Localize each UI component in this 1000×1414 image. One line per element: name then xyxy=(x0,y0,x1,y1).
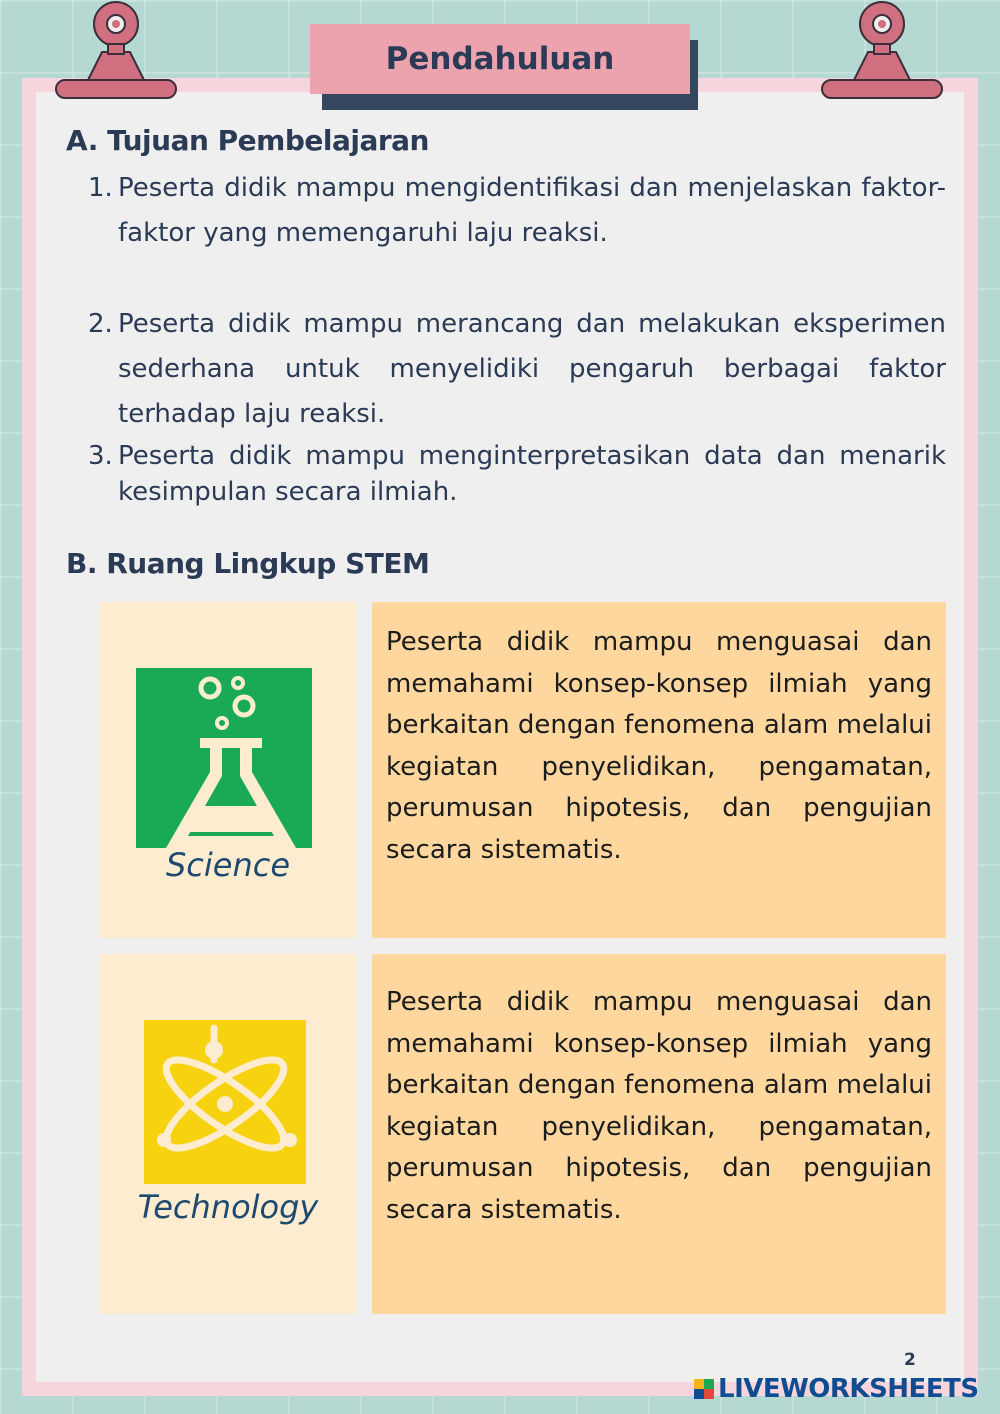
goal-number: 1. xyxy=(88,173,113,203)
science-label: Science xyxy=(165,846,291,884)
goal-item-3 xyxy=(88,438,946,510)
binder-clip-right-icon xyxy=(818,0,946,102)
technology-label: Technology xyxy=(137,1188,319,1226)
goal-text: Peserta didik mampu menginterpretasikan data dan menarik kesimpulan secara ilmiah. xyxy=(118,441,946,507)
science-description: Peserta didik mampu menguasai dan memahami konsep-konsep ilmiah yang berkaitan dengan fenomena alam melalui kegiatan penyelidikan, pengamatan, perumusan hipotesis, dan pengujian secara sistematis. xyxy=(372,602,946,938)
goal-item-2 xyxy=(88,302,946,437)
goal-item-1 xyxy=(88,166,946,256)
goal-text: Peserta didik mampu merancang dan melakukan eksperimen sederhana untuk menyelidiki pengaruh berbagai faktor terhadap laju reaksi. xyxy=(118,309,946,429)
section-a-heading: A. Tujuan Pembelajaran xyxy=(66,124,429,157)
section-b-heading: B. Ruang Lingkup STEM xyxy=(66,547,430,580)
technology-description: Peserta didik mampu menguasai dan memahami konsep-konsep ilmiah yang berkaitan dengan fenomena alam melalui kegiatan penyelidikan, pengamatan, perumusan hipotesis, dan pengujian secara sistematis. xyxy=(372,954,946,1314)
liveworksheets-brand: LIVEWORKSHEETS xyxy=(718,1374,979,1404)
technology-icon-card xyxy=(100,954,356,1314)
goal-text: Peserta didik mampu mengidentifikasi dan menjelaskan faktor-faktor yang memengaruhi laju reaksi. xyxy=(118,173,946,248)
flask-icon xyxy=(136,668,312,848)
liveworksheets-logo xyxy=(694,1374,979,1404)
page-number: 2 xyxy=(904,1350,916,1370)
liveworksheets-badge-icon xyxy=(694,1379,714,1399)
goal-number: 2. xyxy=(88,309,113,339)
page-title: Pendahuluan xyxy=(310,24,690,94)
science-icon-card xyxy=(100,602,356,938)
binder-clip-left-icon xyxy=(52,0,180,102)
atom-icon xyxy=(144,1020,306,1184)
goal-number: 3. xyxy=(88,441,113,471)
